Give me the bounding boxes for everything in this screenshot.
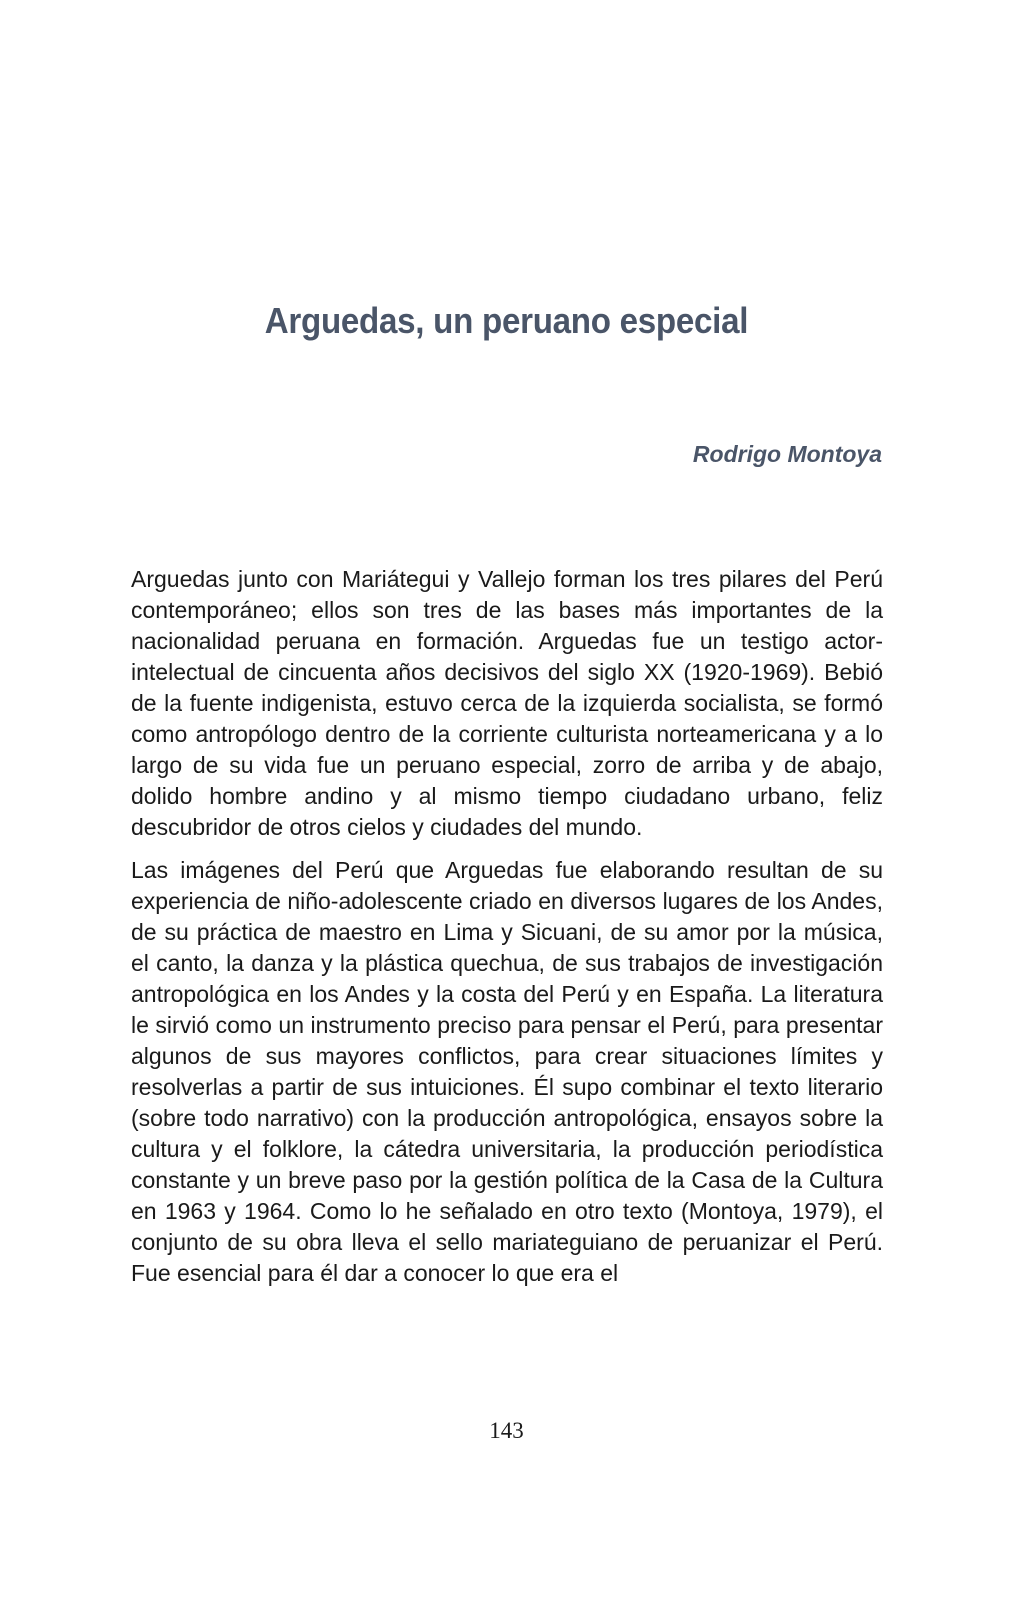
page-number: 143 bbox=[489, 1418, 524, 1443]
author-name: Rodrigo Montoya bbox=[692, 441, 882, 467]
paragraph: Las imágenes del Perú que Arguedas fue elaborando resultan de su experiencia de niño-adolescente criado en diversos lugares de los Andes, de su práctica de maestro en Lima y Sicuani, de su amor por la música, el canto, la danza y la plástica quechua, de sus trabajos de investigación antropológica en los Andes y la costa del Perú y en España. La literatura le sirvió como un instrumento preciso para pensar el Perú, para presentar algunos de sus mayores conflictos, para crear situaciones límites y resolverlas a partir de sus intuiciones. Él supo combinar el texto literario (sobre todo narrativo) con la producción antropológica, ensayos sobre la cultura y el folklore, la cátedra universitaria, la producción periodística constante y un breve paso por la gestión política de la Casa de la Cultura en 1963 y 1964. Como lo he señalado en otro texto (Montoya, 1979), el conjunto de su obra lleva el sello mariateguiano de peruanizar el Perú. Fue esencial para él dar a conocer lo que era el bbox=[131, 857, 883, 1286]
chapter-title: Arguedas, un peruano especial bbox=[264, 300, 749, 341]
paragraph: Arguedas junto con Mariátegui y Vallejo forman los tres pilares del Perú contemporáneo; ellos son tres de las bases más importantes de la nacionalidad peruana en formación. Arguedas fue un testigo actor-intelectual de cincuenta años decisivos del siglo XX (1920-1969). Bebió de la fuente indigenista, estuvo cerca de la izquierda socialista, se formó como antropólogo dentro de la corriente culturista norteamericana y a lo largo de su vida fue un peruano especial, zorro de arriba y de abajo, dolido hombre andino y al mismo tiempo ciudadano urbano, feliz descubridor de otros cielos y ciudades del mundo. bbox=[131, 566, 883, 840]
body-text bbox=[131, 564, 883, 1301]
